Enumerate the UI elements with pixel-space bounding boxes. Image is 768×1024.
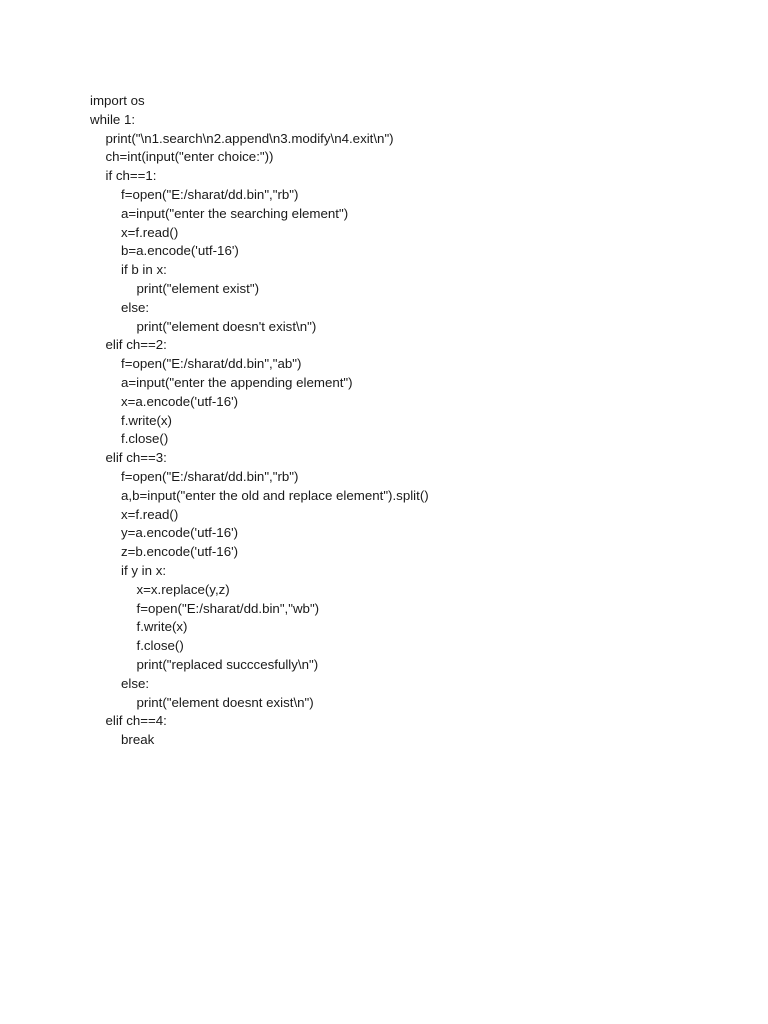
code-line: f.close()	[136, 638, 184, 654]
code-line: f=open("E:/sharat/dd.bin","rb")	[121, 186, 299, 202]
code-line: print("element doesnt exist\n")	[136, 694, 314, 710]
code-line: b=a.encode('utf-16')	[121, 243, 239, 259]
code-line: if b in x:	[121, 262, 167, 278]
code-line: ch=int(input("enter choice:"))	[105, 149, 274, 165]
code-line: elif ch==4:	[105, 713, 167, 729]
code-line: print("replaced succcesfully\n")	[136, 656, 319, 672]
code-line: print("element exist")	[136, 280, 260, 296]
code-line: f.write(x)	[121, 412, 172, 428]
code-line: break	[121, 732, 155, 748]
code-line: x=a.encode('utf-16')	[121, 393, 239, 409]
code-line: while 1:	[90, 111, 136, 127]
code-line: y=a.encode('utf-16')	[121, 525, 239, 541]
code-line: else:	[121, 299, 150, 315]
code-line: f=open("E:/sharat/dd.bin","rb")	[121, 468, 299, 484]
code-line: x=x.replace(y,z)	[136, 581, 230, 597]
code-line: z=b.encode('utf-16')	[121, 544, 239, 560]
code-line: a=input("enter the appending element")	[121, 374, 353, 390]
code-line: x=f.read()	[121, 506, 179, 522]
code-line: f=open("E:/sharat/dd.bin","wb")	[136, 600, 320, 616]
code-line: a,b=input("enter the old and replace element").split()	[121, 487, 429, 503]
code-line: elif ch==3:	[105, 450, 167, 466]
code-line: else:	[121, 675, 150, 691]
code-line: f.close()	[121, 431, 169, 447]
code-listing	[90, 92, 429, 750]
code-line: f=open("E:/sharat/dd.bin","ab")	[121, 356, 302, 372]
code-line: print("\n1.search\n2.append\n3.modify\n4.exit\n")	[105, 130, 394, 146]
code-line: x=f.read()	[121, 224, 179, 240]
code-line: if ch==1:	[105, 168, 157, 184]
code-line: a=input("enter the searching element")	[121, 205, 349, 221]
code-line: import os	[90, 93, 145, 108]
code-line: print("element doesn't exist\n")	[136, 318, 317, 334]
code-line: if y in x:	[121, 562, 167, 578]
code-line: elif ch==2:	[105, 337, 167, 353]
code-line: f.write(x)	[136, 619, 188, 635]
